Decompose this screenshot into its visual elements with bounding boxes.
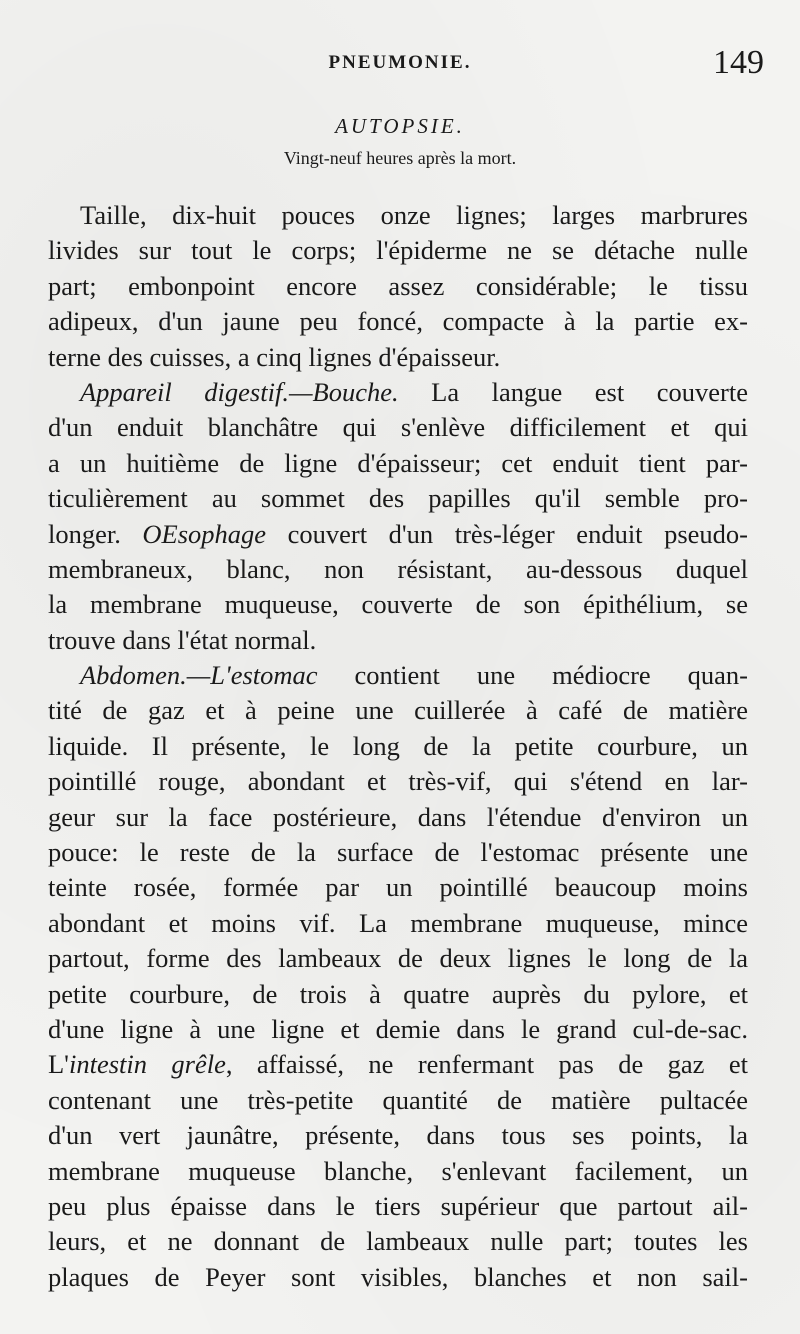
text-line: pouce: le reste de la surface de l'estomac présente une — [48, 837, 748, 868]
text-line: trouve dans l'état normal. — [48, 624, 317, 655]
text-line: petite courbure, de trois à quatre auprès du pylore, et — [48, 978, 748, 1009]
text-line: L'intestin grêle, affaissé, ne renfermant pas de gaz et — [48, 1049, 748, 1080]
text-line: plaques de Peyer sont visibles, blanches et non sail- — [48, 1261, 748, 1292]
text-line: d'une ligne à une ligne et demie dans le grand cul-de-sac. — [48, 1013, 748, 1044]
text-line: abondant et moins vif. La membrane muqueuse, mince — [48, 907, 748, 938]
text-line: contenant une très-petite quantité de matière pultacée — [48, 1084, 748, 1115]
page-number: 149 — [713, 44, 764, 81]
text-line: membraneux, blanc, non résistant, au-dessous duquel — [48, 553, 748, 584]
text-line: leurs, et ne donnant de lambeaux nulle part; toutes les — [48, 1226, 748, 1257]
body-text — [48, 198, 748, 1295]
text-line: ticulièrement au sommet des papilles qu'il semble pro- — [48, 483, 748, 514]
text-line: adipeux, d'un jaune peu foncé, compacte à la partie ex- — [48, 306, 748, 337]
text-line: Taille, dix-huit pouces onze lignes; larges marbrures — [80, 200, 748, 230]
text-line: pointillé rouge, abondant et très-vif, qui s'étend en lar- — [48, 766, 748, 797]
text-line: geur sur la face postérieure, dans l'étendue d'environ un — [48, 801, 748, 832]
text-line: terne des cuisses, a cinq lignes d'épaisseur. — [48, 341, 501, 372]
text-line: teinte rosée, formée par un pointillé beaucoup moins — [48, 872, 748, 903]
text-line: d'un enduit blanchâtre qui s'enlève difficilement et qui — [48, 412, 748, 443]
text-line: liquide. Il présente, le long de la petite courbure, un — [48, 730, 748, 761]
text-line: peu plus épaisse dans le tiers supérieur que partout ail- — [48, 1190, 748, 1221]
text-line: partout, forme des lambeaux de deux lignes le long de la — [48, 943, 748, 974]
text-line: longer. OEsophage couvert d'un très-léger enduit pseudo- — [48, 518, 748, 549]
text-line: Appareil digestif.—Bouche. La langue est couverte — [80, 376, 748, 407]
section-subtitle: Vingt-neuf heures après la mort. — [283, 148, 517, 168]
running-title: PNEUMONIE. — [328, 52, 472, 73]
text-line: membrane muqueuse blanche, s'enlevant facilement, un — [48, 1155, 748, 1186]
section-title: AUTOPSIE. — [335, 114, 465, 138]
text-line: a un huitième de ligne d'épaisseur; cet enduit tient par- — [48, 447, 748, 478]
text-line: la membrane muqueuse, couverte de son épithélium, se — [48, 589, 748, 620]
text-line: livides sur tout le corps; l'épiderme ne se détache nulle — [48, 235, 748, 266]
text-line: tité de gaz et à peine une cuillerée à café de matière — [48, 695, 748, 726]
text-line: part; embonpoint encore assez considérable; le tissu — [48, 270, 748, 301]
text-line: Abdomen.—L'estomac contient une médiocre quan- — [80, 660, 748, 691]
text-line: d'un vert jaunâtre, présente, dans tous ses points, la — [48, 1120, 748, 1151]
